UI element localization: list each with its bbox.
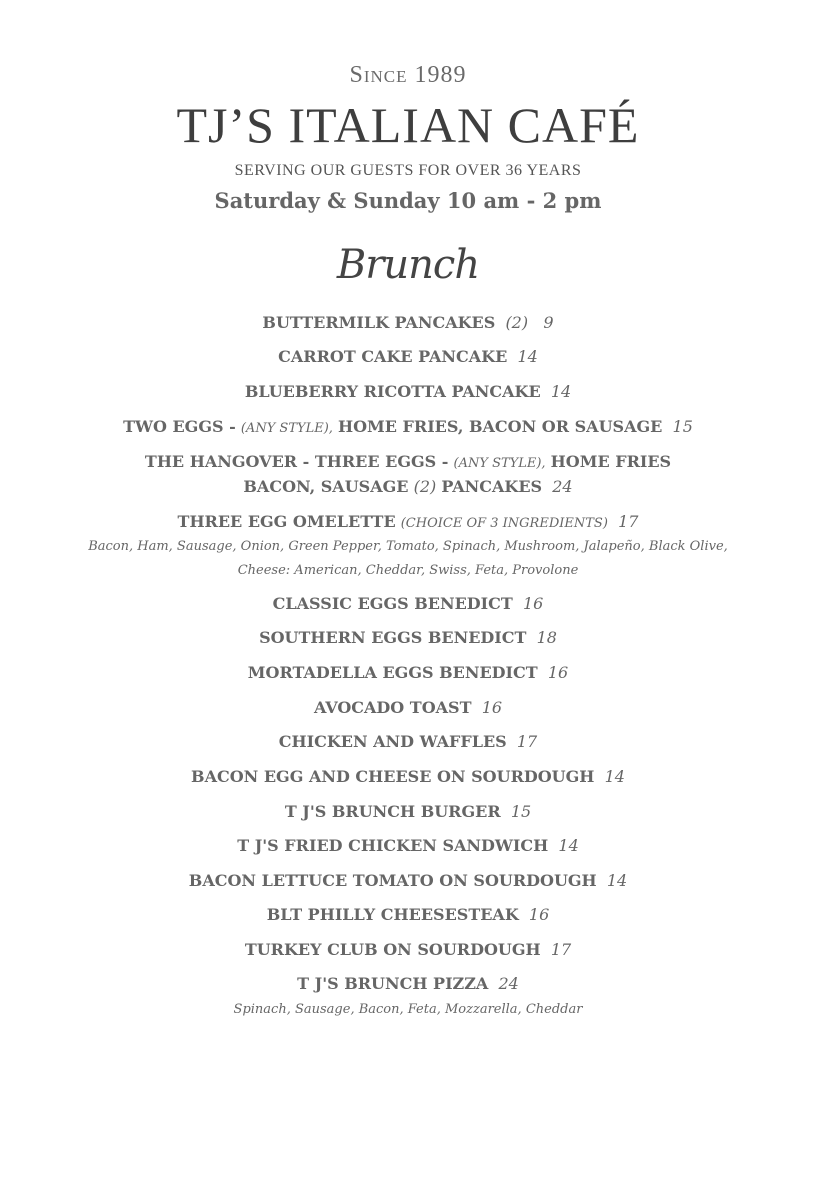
item-description: Bacon, Ham, Sausage, Onion, Green Pepper, Tomato, Spinach, Mushroom, Jalapeño, Black Olive,	[88, 539, 728, 554]
menu-item-line	[0, 477, 816, 496]
menu-item	[0, 767, 816, 786]
item-note: (ANY STYLE),	[453, 456, 546, 471]
tagline: SERVING OUR GUESTS FOR OVER 36 YEARS	[234, 162, 582, 179]
item-name: BLT PHILLY CHEESESTEAK	[266, 905, 519, 924]
item-note: (2)	[505, 313, 529, 332]
item-description: Spinach, Sausage, Bacon, Feta, Mozzarella, Cheddar	[233, 1002, 583, 1017]
item-price: 16	[547, 663, 569, 682]
item-name: BUTTERMILK PANCAKES	[262, 313, 496, 332]
menu-item	[0, 628, 816, 647]
item-name: BACON EGG AND CHEESE ON SOURDOUGH	[191, 767, 595, 786]
item-price: 14	[517, 347, 538, 366]
menu-item	[0, 940, 816, 959]
menu-item	[0, 512, 816, 531]
menu-item	[0, 347, 816, 366]
item-price: 24	[498, 974, 519, 993]
menu-item	[0, 417, 816, 436]
item-name-continued: HOME FRIES, BACON OR SAUSAGE	[338, 417, 663, 436]
item-name: SOUTHERN EGGS BENEDICT	[259, 628, 527, 647]
item-price: 16	[528, 905, 550, 924]
item-price: 18	[536, 628, 557, 647]
item-name-continued: PANCAKES	[441, 477, 543, 496]
item-price: 16	[481, 698, 503, 717]
menu-item	[0, 732, 816, 751]
item-price: 14	[606, 871, 628, 890]
item-name: BACON LETTUCE TOMATO ON SOURDOUGH	[188, 871, 597, 890]
cafe-name: TJ’S ITALIAN CAFÉ	[176, 97, 640, 153]
item-price: 17	[516, 732, 538, 751]
item-name: THREE EGG OMELETTE	[177, 512, 396, 531]
item-price: 14	[558, 836, 579, 855]
item-price: 24	[552, 477, 573, 496]
menu-item	[0, 836, 816, 855]
item-price: 15	[672, 417, 693, 436]
established-year: Since 1989	[349, 62, 467, 88]
item-price: 17	[618, 512, 639, 531]
section-title: Brunch	[336, 242, 480, 288]
menu-item	[0, 594, 816, 613]
menu-item	[0, 905, 816, 924]
item-price: 15	[510, 802, 532, 821]
item-price: 16	[522, 594, 544, 613]
item-name: BLUEBERRY RICOTTA PANCAKE	[244, 382, 541, 401]
item-name: THE HANGOVER - THREE EGGS -	[144, 452, 449, 471]
menu-item	[0, 974, 816, 993]
menu-item	[0, 802, 816, 821]
item-name: T J'S FRIED CHICKEN SANDWICH	[237, 836, 549, 855]
item-name: CLASSIC EGGS BENEDICT	[272, 594, 513, 613]
item-name: T J'S BRUNCH BURGER	[284, 802, 501, 821]
item-price: 9	[543, 313, 554, 332]
item-name: CARROT CAKE PANCAKE	[278, 347, 508, 366]
item-name: AVOCADO TOAST	[313, 698, 472, 717]
menu-item	[0, 663, 816, 682]
item-price: 17	[550, 940, 572, 959]
item-name-continued: HOME FRIES	[550, 452, 672, 471]
menu-item	[0, 313, 816, 332]
menu-item	[0, 871, 816, 890]
menu-item	[0, 698, 816, 717]
item-price: 14	[604, 767, 625, 786]
item-note: (2)	[413, 477, 437, 496]
item-note: (CHOICE OF 3 INGREDIENTS)	[400, 516, 608, 531]
item-note: (ANY STYLE),	[240, 421, 333, 436]
item-name: T J'S BRUNCH PIZZA	[297, 974, 489, 993]
menu-item	[0, 382, 816, 401]
item-price: 14	[550, 382, 572, 401]
item-name: MORTADELLA EGGS BENEDICT	[247, 663, 538, 682]
menu-item	[0, 452, 816, 471]
item-description: Cheese: American, Cheddar, Swiss, Feta, Provolone	[237, 563, 579, 578]
brunch-hours: Saturday & Sunday 10 am - 2 pm	[214, 188, 602, 213]
item-name: TWO EGGS -	[123, 417, 236, 436]
item-name: CHICKEN AND WAFFLES	[278, 732, 507, 751]
item-name: TURKEY CLUB ON SOURDOUGH	[244, 940, 541, 959]
item-name: BACON, SAUSAGE	[243, 477, 409, 496]
